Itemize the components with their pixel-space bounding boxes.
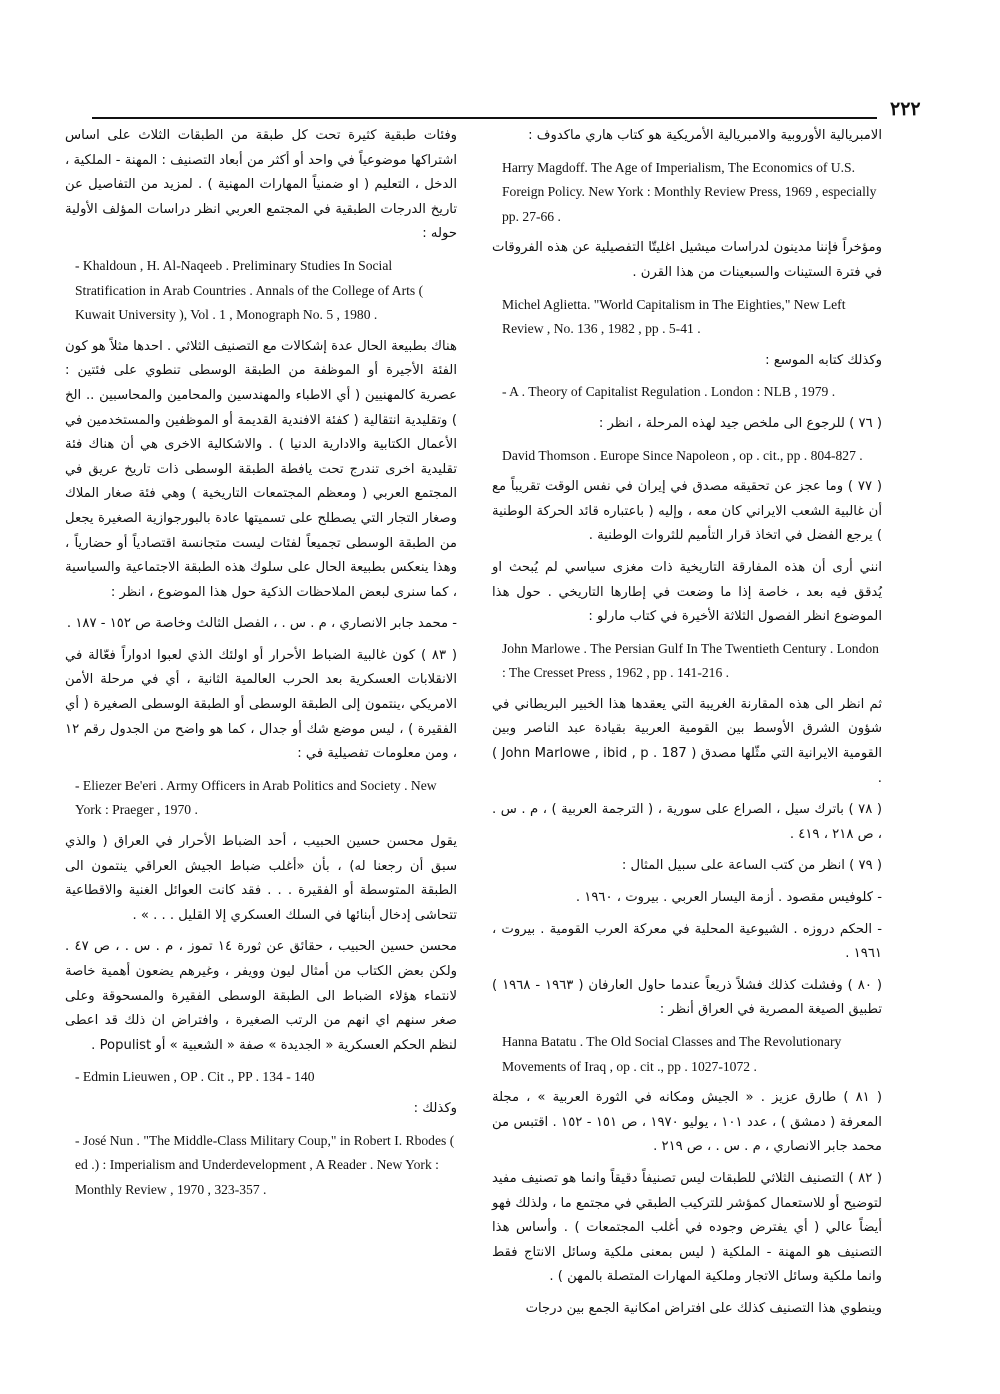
- english-citation: David Thomson . Europe Since Napoleon , op . cit., pp . 804-827 .: [502, 447, 863, 463]
- arabic-paragraph: ثم انظر الى هذه المقارنة الغريبة التي يعقدها هذا الخبير البريطاني في شؤون الشرق الأوسط بين القومية العربية بقيادة عبد الناصر وبين القومية الايرانية التي مثّلها مصدق ( John Marlowe , ibid , p . 187 ) .: [492, 696, 882, 786]
- arabic-paragraph: يقول محسن حسين الحبيب ، أحد الضباط الأحرار في العراق ( والذي سبق أن رجعنا له) ، بأن «أغلب ضباط الجيش العراقي ينتمون الى الطبقة المتوسطة أو الفقيرة . . . فقد كانت العوائل الغنية والاقطاعية تتحاشى إدخال أبنائها في السلك العسكري إلا القليل . . . » .: [65, 834, 457, 923]
- english-citation: - José Nun . "The Middle-Class Military Coup," in Robert I. Rbodes ( ed .) : Imperialism and Underdevelopment , A Reader . New York : Monthly Review , 1970 , 323-357 .: [75, 1132, 455, 1197]
- arabic-paragraph: ( ٨١ ) طارق عزيز . « الجيش ومكانه في الثورة العربية » ، مجلة المعرفة ( دمشق ) ، عدد ١٠١ ، يوليو ١٩٧٠ ، ص ١٥١ - ١٥٢ . اقتبس من محمد جابر الانصاري ، م . س . ، ص ٢١٩ .: [492, 1090, 882, 1155]
- header-rule: [92, 117, 877, 119]
- english-citation: Hanna Batatu . The Old Social Classes and The Revolutionary Movements of Iraq , op . cit ., pp . 1027-1072 .: [502, 1034, 842, 1074]
- arabic-paragraph: ومؤخراً فإننا مدينون لدراسات ميشيل اغليتّا التفصيلية عن هذه الفروقات في فترة الستينات والسبعينات من هذا القرن .: [492, 240, 882, 280]
- arabic-paragraph: ( ٨٢ ) التصنيف الثلاثي للطبقات ليس تصنيفاً دقيقاً وانما هو تصنيف مفيد لتوضيح أو للاستعمال كمؤشر للتركيب الطبقي في مجتمع ما ، ولذلك فهو أيضاً عالي ( أي يفترض وجوده في أغلب المجتمعات ) . وأساس هذا التصنيف هو المهنة - الملكية ( ليس بمعنى ملكية وسائل الانتاج فقط وانما ملكية وسائل الاتجار وملكية المهارات المتصلة بالمهن ) .: [492, 1170, 882, 1285]
- arabic-paragraph: وينطوي هذا التصنيف كذلك على افتراض امكانية الجمع بين درجات: [525, 1300, 882, 1316]
- arabic-paragraph: محسن حسين الحبيب ، حقائق عن ثورة ١٤ تموز ، م . س . ، ص ٤٧ . ولكن بعض الكتاب من أمثال ليون وويفر ، وغيرهم يضعون أهمية خاصة لانتماء هؤلاء الضباط الى الطبقة الوسطى الفقيرة والمسحوقة وعلى صغر سنهم اي انهم من الرتب الصغيرة ، وافتراض ان ذلك قد اعطى لنظم الحكم العسكرية « الجديدة » صفة « الشعبية » أو Populist .: [65, 939, 457, 1053]
- arabic-paragraph: ( ٨٣ ) كون غالبية الضباط الأحرار أو اولئك الذي لعبوا ادواراً فعّالة في الانقلابات العسكرية بعد الحرب العالمية الثانية ، أي في مرحلة الأمن الامريكي ،ينتمون إلى الطبقة الوسطى أو الطبقة الوسطى الصغيرة ( أي الفقيرة ) ، ليس موضع شك أو جدال ، كما هو واضح من الجدول رقم ١٢ ، ومن معلومات تفصيلية في :: [65, 647, 457, 762]
- arabic-paragraph: ( ٧٨ ) باترك سيل ، الصراع على سورية ، ( الترجمة العربية ) ، م . س . ، ص ٢١٨ ، ٤١٩ .: [492, 802, 882, 842]
- arabic-paragraph: وفئات طبقية كثيرة تحت كل طبقة من الطبقات الثلاث على اساس اشتراكها موضوعياً في واحد أو أكثر من أبعاد التصنيف : المهنة - الملكية ، الدخل ، التعليم ( او ضمنياً المهارات المهنية ) . لمزيد من التفاصيل عن تاريخ الدرجات الطبقية في المجتمع العربي انظر دراسات المؤلف الأولية حوله :: [65, 128, 457, 242]
- arabic-paragraph: انني أرى أن هذه المفارقة التاريخية ذات مغزى سياسي لم يُبحث او يُدقق فيه بعد ، خاصة إذا ما وضعت في إطارها التاريخي . حول هذا الموضوع انظر الفصول الثلاثة الأخيرة في كتاب مارلو :: [492, 559, 882, 625]
- arabic-paragraph: الامبريالية الأوروبية والامبريالية الأمريكية هو كتاب هاري ماكدوف :: [528, 128, 882, 143]
- arabic-paragraph: - الحكم دروزه . الشيوعية المحلية في معركة العرب القومية . بيروت ، ١٩٦١ .: [492, 921, 882, 962]
- english-citation: Michel Aglietta. "World Capitalism in The Eighties," New Left Review , No. 136 , 1982 , pp . 5-41 .: [502, 296, 846, 337]
- english-citation: John Marlowe . The Persian Gulf In The Twentieth Century . London : The Cresset Press , 1962 , pp . 141-216 .: [502, 640, 879, 681]
- left-column: [65, 124, 457, 1209]
- english-citation: - A . Theory of Capitalist Regulation . London : NLB , 1979 .: [502, 384, 836, 400]
- english-citation: Harry Magdoff. The Age of Imperialism, The Economics of U.S. Foreign Policy. New York : Monthly Review Press, 1969 , especially pp. 27-66 .: [502, 159, 877, 224]
- page-number: ٢٢٢: [890, 98, 921, 120]
- english-citation: - Edmin Lieuwen , OP . Cit ., PP . 134 - 140: [75, 1069, 315, 1085]
- arabic-paragraph: ( ٨٠ ) وفشلت كذلك فشلاً ذريعاً عندما حاول العارفان ( ١٩٦٣ - ١٩٦٨ ) تطبيق الصيغة المصرية في العراق أنظر :: [492, 977, 882, 1018]
- english-citation: - Khaldoun , H. Al-Naqeeb . Preliminary Studies In Social Stratification in Arab Countries . Annals of the College of Arts ( Kuwait University ), Vol . 1 , Monograph No. 5 , 1980 .: [75, 257, 424, 323]
- arabic-paragraph: ( ٧٧ ) وما عجز عن تحقيقه مصدق في إيران في نفس الوقت تقريباً مع أن غالبية الشعب الايراني كان معه ، وإليه ( باعتباره قائد الحركة الوطنية ) يرجع الفضل في اتخاذ قرار التأميم للثروات الوطنية .: [492, 479, 882, 544]
- arabic-paragraph: هناك بطبيعة الحال عدة إشكالات مع التصنيف الثلاثي . احدها مثلاً هو كون الفئة الأجيرة أو الموظفة من الطبقة الوسطى تنطوي على فئتين : عصرية كالمهنيين ( أي الاطباء والمهندسين والمحامين والمحاسبين .. الخ ) وتقليدية انتقالية ( كفئة الافندية القديمة أو الموظفين والمستخدمين في الأعمال الكتابية والادارية الدنيا ) . والاشكالية الاخرى هي أن هناك فئة تقليدية اخرى تندرج تحت يافطة الطبقة الوسطى ذات تاريخ عريق في المجتمع العربي ( ومعظم المجتمعات التاريخية ) وهي فئة صغار الملاك وصغار التجار التي يصطلح على تسميتها عادة بالبورجوازية الصغيرة يجعل من الطبقة الوسطى تجميعاً لفئات ليست متجانسة اقتصادياً أو حضارياً ، وهذا ينعكس بطبيعة الحال على سلوك هذه الطبقة الاجتماعية والسياسية ، كما سنرى لبعض الملاحظات الذكية حول هذا الموضوع ، انظر :: [65, 338, 457, 600]
- arabic-paragraph: - محمد جابر الانصاري ، م . س . ، الفصل الثالث وخاصة ص ١٥٢ - ١٨٧ .: [66, 616, 457, 632]
- arabic-paragraph: ( ٧٩ ) انظر من كتب الساعة على سبيل المثال :: [621, 858, 882, 874]
- arabic-paragraph: وكذلك كتابه الموسع :: [765, 352, 882, 368]
- english-citation: - Eliezer Be'eri . Army Officers in Arab Politics and Society . New York : Praeger , 1970 .: [75, 777, 437, 818]
- arabic-paragraph: وكذلك :: [413, 1100, 457, 1116]
- arabic-paragraph: ( ٧٦ ) للرجوع الى ملخص جيد لهذه المرحلة ، انظر :: [598, 415, 882, 431]
- right-column: [492, 124, 882, 1329]
- arabic-paragraph: - كلوفيس مقصود . أزمة اليسار العربي . بيروت ، ١٩٦٠ .: [575, 890, 882, 906]
